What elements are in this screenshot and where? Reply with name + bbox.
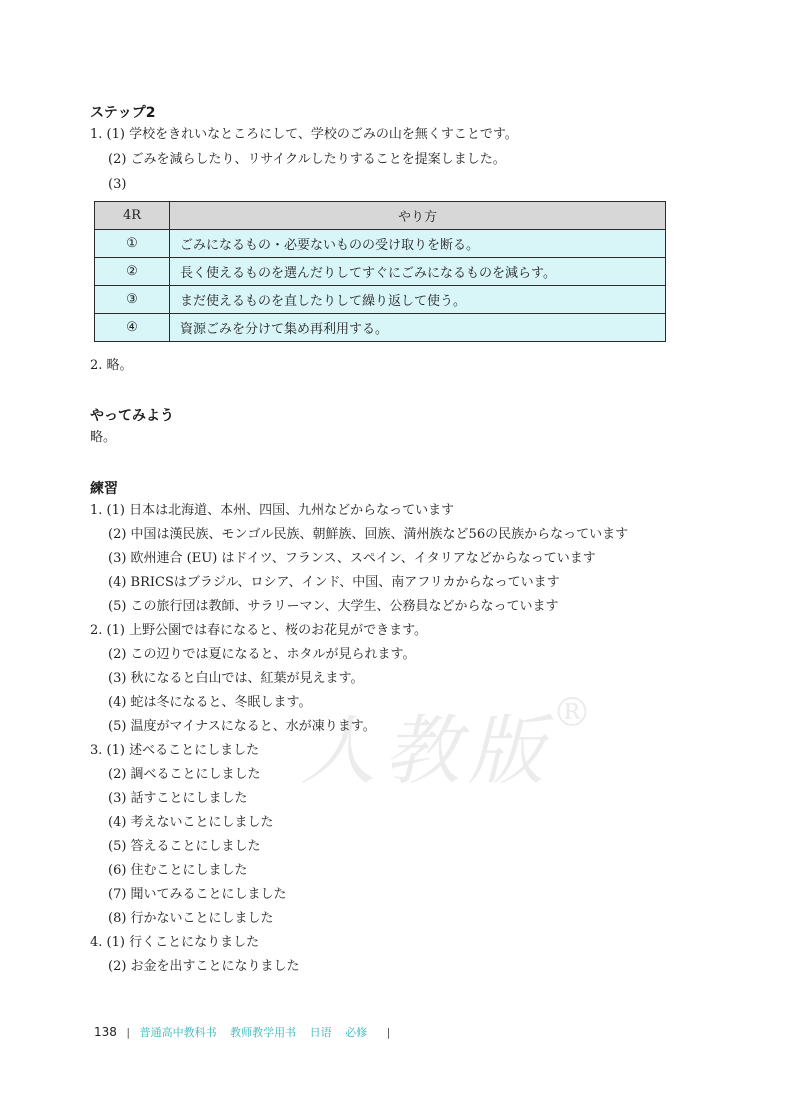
- answer-line: (3) 秋になると白山では、紅葉が見えます。: [108, 671, 364, 686]
- answer-line: (2) ごみを減らしたり、リサイクルしたりすることを提案しました。: [108, 152, 506, 167]
- answer-line: (3) 欧州連合 (EU) はドイツ、フランス、スペイン、イタリアなどからなっています: [108, 551, 596, 566]
- table-row: [95, 230, 666, 258]
- answer-line: 1. (1) 日本は北海道、本州、四国、九州などからなっています: [90, 503, 455, 518]
- answer-line: (5) 温度がマイナスになると、水が凍ります。: [108, 719, 376, 734]
- table-row: [95, 258, 666, 286]
- 4r-table: [94, 201, 666, 342]
- answer-line: (6) 住むことにしました: [108, 863, 248, 878]
- answer-line: (4) 蛇は冬になると、冬眠します。: [108, 695, 312, 710]
- answer-line: (4) 考えないことにしました: [108, 815, 274, 830]
- book-title: [140, 1026, 381, 1039]
- answer-line: (5) 答えることにしました: [108, 839, 261, 854]
- table-header-cell: やり方: [170, 202, 666, 230]
- table-row: [95, 286, 666, 314]
- answer-line: (4) BRICSはブラジル、ロシア、インド、中国、南アフリカからなっています: [108, 575, 560, 590]
- answer-line: (3): [108, 177, 127, 192]
- table-cell-method: ごみになるもの・必要ないものの受け取りを断る。: [170, 230, 666, 258]
- answer-line: 4. (1) 行くことになりました: [90, 935, 260, 950]
- table-cell-method: 資源ごみを分けて集め再利用する。: [170, 314, 666, 342]
- publisher-watermark: 人教版®: [300, 690, 600, 795]
- answer-line: (2) お金を出すことになりました: [108, 959, 300, 974]
- table-header-row: [95, 202, 666, 230]
- answer-line: (7) 聞いてみることにしました: [108, 887, 287, 902]
- section-heading-yattemiyou: やってみよう: [90, 408, 174, 424]
- answer-line: 3. (1) 述べることにしました: [90, 743, 260, 758]
- answer-line: (2) 調べることにしました: [108, 767, 261, 782]
- page-footer: [94, 1024, 396, 1040]
- section-heading-renshuu: 練習: [90, 481, 118, 497]
- answer-line: 略。: [90, 430, 117, 445]
- book-title-part: 必修: [345, 1026, 368, 1039]
- page-number: 138: [94, 1025, 117, 1039]
- table-row: [95, 314, 666, 342]
- answer-line: 2. (1) 上野公園では春になると、桜のお花見ができます。: [90, 623, 428, 638]
- book-title-part: 教师教学用书: [230, 1026, 297, 1039]
- section-heading-step2: ステップ2: [90, 105, 156, 121]
- table-cell-number: ①: [95, 230, 170, 258]
- footer-separator: |: [386, 1026, 391, 1039]
- answer-line: (5) この旅行団は教師、サラリーマン、大学生、公務員などからなっています: [108, 599, 559, 614]
- answer-line: (3) 話すことにしました: [108, 791, 248, 806]
- table-cell-method: まだ使えるものを直したりして繰り返して使う。: [170, 286, 666, 314]
- table-cell-number: ③: [95, 286, 170, 314]
- table-cell-number: ②: [95, 258, 170, 286]
- answer-line: 1. (1) 学校をきれいなところにして、学校のごみの山を無くすことです。: [90, 127, 518, 142]
- answer-line: (2) 中国は漢民族、モンゴル民族、朝鮮族、回族、満州族など56の民族からなっています: [108, 527, 629, 542]
- footer-separator: |: [126, 1026, 131, 1039]
- table-cell-method: 長く使えるものを選んだりしてすぐにごみになるものを減らす。: [170, 258, 666, 286]
- table-cell-number: ④: [95, 314, 170, 342]
- answer-line: (2) この辺りでは夏になると、ホタルが見られます。: [108, 647, 416, 662]
- table-header-cell: 4R: [95, 202, 170, 230]
- answer-line: 2. 略。: [90, 358, 133, 373]
- book-title-part: 普通高中教科书: [139, 1026, 217, 1039]
- book-title-part: 日语: [309, 1026, 332, 1039]
- answer-line: (8) 行かないことにしました: [108, 911, 274, 926]
